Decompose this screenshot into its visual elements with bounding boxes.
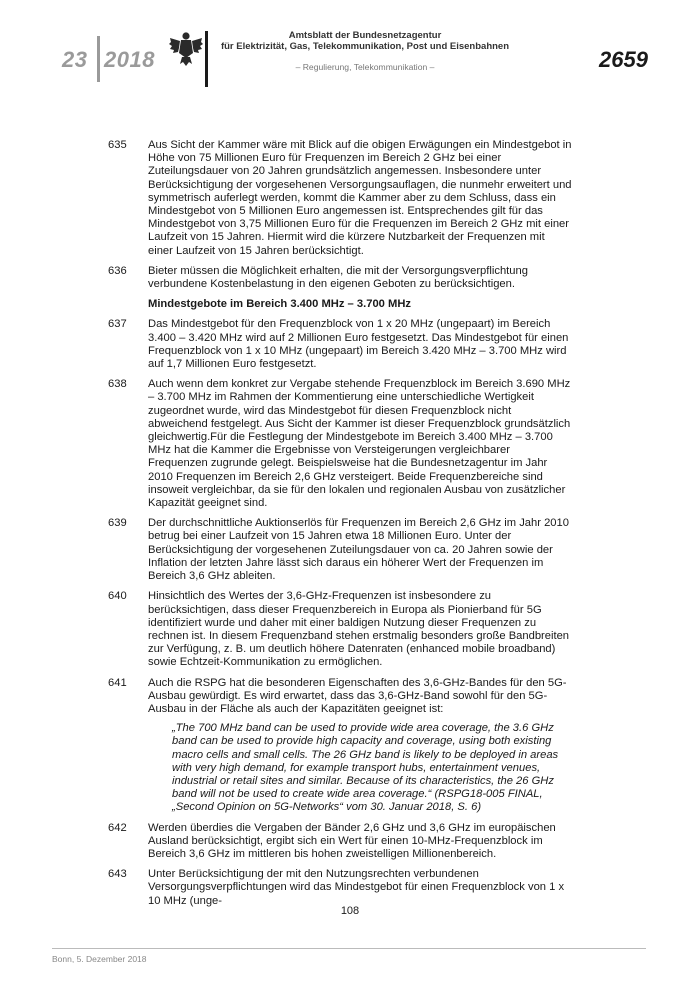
paragraph-number: 641 (108, 676, 127, 689)
section-heading: Mindestgebote im Bereich 3.400 MHz – 3.700 MHz (148, 298, 411, 311)
paragraph-637 (108, 318, 572, 371)
issue-divider (97, 36, 100, 82)
paragraph-number: 642 (108, 821, 127, 834)
paragraph-text: Hinsichtlich des Wertes der 3,6-GHz-Frequenzen ist insbesondere zu berücksichtigen, dass dieser Frequenzbereich in Europa als Pionierband für 5G identifiziert wurde und daher mit einer baldigen Nutzung dieser Frequenzen zu rechnen ist. In diesem Frequenzband stehen erstmalig besonders große Bandbreiten zur Verfügung, z. B. um deutlich höhere Datenraten (enhanced mobile broadband) sowie Echtzeit-Kommunikation zu ermöglichen. (148, 590, 570, 669)
paragraph-text: Das Mindestgebot für den Frequenzblock von 1 x 20 MHz (ungepaart) im Bereich 3.400 – 3.420 MHz wird auf 2 Millionen Euro festgesetzt. Das Mindestgebot für einen Frequenzblock von 1 x 10 MHz (ungepaart) im Bereich 3.420 MHz – 3.700 MHz wird auf 1,7 Millionen Euro festgesetzt. (148, 318, 569, 371)
paragraph-number: 635 (108, 139, 127, 151)
page-number: 2659 (599, 47, 648, 72)
paragraph-640 (108, 590, 572, 669)
paragraph-text: Auch die RSPG hat die besonderen Eigenschaften des 3,6-GHz-Bandes für den 5G-Ausbau gewürdigt. Es wird erwartet, dass das 3,6-GHz-Band sowohl für den 5G-Ausbau in der Fläche als auch der Kapazitäten geeignet ist: (148, 676, 567, 715)
paragraph-text: Aus Sicht der Kammer wäre mit Blick auf die obigen Erwägungen ein Mindestgebot in Höhe von 75 Millionen Euro für Frequenzen im Bereich 2 GHz bei einer Zuteilungsdauer von 20 Jahren grundsätzlich angemessen. Insbesondere unter Berücksichtigung der vorgesehenen Versorgungsauflagen, die nunmehr erweitert und symmetrisch auferlegt werden, kommt die Kammer aber zu dem Schluss, dass ein Mindestgebot von 5 Millionen Euro angemessen ist. Entsprechendes gilt für das Mindestgebot von 3,75 Millionen Euro für die Frequenzen im Bereich 2 GHz mit einer Laufzeit von 15 Jahren. Hiermit wird die kürzere Nutzbarkeit der Frequenzen mit einer Laufzeit von 15 Jahren berücksichtigt. (148, 139, 572, 257)
paragraph-number: 643 (108, 868, 127, 881)
paragraph-text: Unter Berücksichtigung der mit den Nutzungsrechten verbundenen Versorgungsverpflichtungen wird das Mindestgebot für einen Frequenzblock von 1 x 10 MHz (unge- (148, 868, 565, 907)
document-page-number: 108 (340, 905, 360, 917)
paragraph-text: Bieter müssen die Möglichkeit erhalten, die mit der Versorgungsverpflichtung verbundene Kostenbelastung in den eigenen Geboten zu berücksichtigen. (148, 264, 528, 291)
paragraph-638 (108, 378, 572, 510)
paragraph-body (148, 677, 572, 815)
issue-number: 23 (62, 47, 88, 72)
paragraph-number: 639 (108, 517, 127, 530)
paragraph-text: Werden überdies die Vergaben der Bänder 2,6 GHz und 3,6 GHz im europäischen Ausland berücksichtigt, ergibt sich ein Wert für einen 10-MHz-Frequenzblock im Bereich 3,6 GHz im mittleren bis hohen zweistelligen Millionenbereich. (148, 821, 556, 860)
paragraph-642 (108, 822, 572, 862)
document-body (108, 139, 572, 915)
issue-year: 2018 (104, 47, 155, 72)
federal-eagle-icon (169, 31, 203, 67)
footer-date: Bonn, 5. Dezember 2018 (52, 954, 147, 964)
block-quote: „The 700 MHz band can be used to provide wide area coverage, the 3.6 GHz band can be used to provide high capacity and coverage, using both existing macro cells and small cells. The 26 GHz band is likely to be deployed in areas with very high demand, for example transport hubs, entertainment venues, industrial or retail sites and similar. Because of its characteristics, the 26 GHz band will not be used to create wide area coverage.“ (RSPG18-005 FINAL, „Second Opinion on 5G-Networks“ vom 30. Januar 2018, S. 6) (172, 722, 559, 814)
section-label: – Regulierung, Telekommunikation – (295, 62, 435, 72)
gazette-title-line2: für Elektrizität, Gas, Telekommunikation, Post und Eisenbahnen (220, 41, 510, 52)
paragraph-643 (108, 868, 572, 908)
emblem-bar (205, 31, 208, 87)
paragraph-number: 640 (108, 590, 127, 603)
paragraph-number: 638 (108, 378, 127, 391)
paragraph-635 (108, 139, 572, 258)
gazette-title-line1: Amtsblatt der Bundesnetzagentur (288, 30, 442, 41)
paragraph-636 (108, 265, 572, 291)
footer-divider (52, 948, 646, 949)
paragraph-number: 637 (108, 318, 127, 331)
paragraph-639 (108, 517, 572, 583)
paragraph-641 (108, 677, 572, 815)
gazette-title (215, 30, 515, 52)
paragraph-text: Auch wenn dem konkret zur Vergabe stehende Frequenzblock im Bereich 3.690 MHz – 3.700 MHz im Rahmen der Kommentierung eine unterschiedliche Wertigkeit zugeordnet wurde, wird das Mindestgebot für diesen Frequenzblock nicht abweichend festgelegt. Aus Sicht der Kammer ist dieser Frequenzblock grundsätzlich gleichwertig.Für die Festlegung der Mindestgebote im Bereich 3.400 MHz – 3.700 MHz hat die Kammer die Ergebnisse von Versteigerungen vergleichbarer Frequenzen zugrunde gelegt. Beispielsweise hat die Bundesnetzagentur im Jahr 2010 Frequenzen im Bereich 2,6 GHz versteigert. Beide Frequenzbereiche sind insoweit vergleichbar, da sie für den lokalen und regionalen Ausbau von zusätzlicher Kapazität geeignet sind. (148, 378, 571, 510)
paragraph-number: 636 (108, 264, 127, 277)
paragraph-text: Der durchschnittliche Auktionserlös für Frequenzen im Bereich 2,6 GHz im Jahr 2010 betrug bei einer Laufzeit von 15 Jahren etwa 18 Millionen Euro. Unter der Berücksichtigung der vorgesehenen Zuteilungsdauer von ca. 20 Jahren sowie der Inflation der letzten Jahre lässt sich daraus ein höherer Wert der Frequenzen im Bereich 3,6 GHz ableiten. (148, 517, 569, 583)
